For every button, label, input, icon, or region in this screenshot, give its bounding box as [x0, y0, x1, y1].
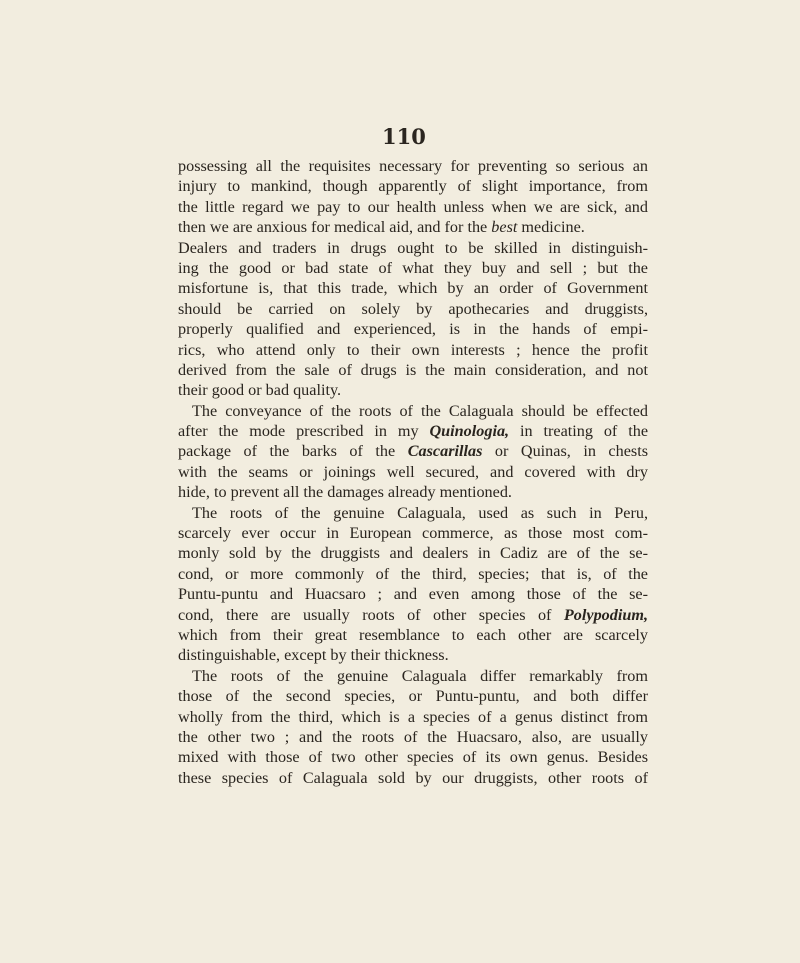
text-line: those of the second species, or Puntu-puntu, and both differ: [178, 687, 648, 706]
text-line: after the mode prescribed in my Quinologia, in treating of the: [178, 422, 649, 441]
text-line: wholly from the third, which is a species of a genus distinct from: [178, 707, 648, 726]
text-line: rics, who attend only to their own interests ; hence the profit: [178, 340, 648, 359]
book-title: Quinologia,: [429, 422, 510, 441]
page-number: 110: [382, 124, 426, 149]
text-line: the little regard we pay to our health unless when we are sick, and: [178, 197, 648, 216]
text-line: misfortune is, that this trade, which by an order of Government: [178, 279, 648, 298]
text-line: possessing all the requisites necessary for preventing so serious an: [178, 157, 648, 175]
text-line: The conveyance of the roots of the Calaguala should be effected: [192, 401, 648, 420]
text-line: should be carried on solely by apothecaries and druggists,: [178, 299, 648, 318]
text-line: their good or bad quality.: [178, 381, 342, 400]
text-line: The roots of the genuine Calaguala, used as such in Peru,: [192, 503, 648, 522]
genus-name: Polypodium,: [563, 605, 648, 624]
text-line: mixed with those of two other species of its own genus. Besides: [178, 748, 648, 767]
emphasis: best: [491, 218, 518, 237]
text-line: monly sold by the druggists and dealers in Cadiz are of the se-: [178, 544, 648, 563]
text-line: injury to mankind, though apparently of slight importance, from: [178, 177, 648, 196]
text-line: Puntu-puntu and Huacsaro ; and even among those of the se-: [178, 585, 648, 604]
text-line: scarcely ever occur in European commerce, as those most com-: [178, 524, 648, 543]
text-line: ing the good or bad state of what they buy and sell ; but the: [178, 258, 648, 277]
text-line: derived from the sale of drugs is the main consideration, and not: [178, 360, 648, 379]
text-line: distinguishable, except by their thickness.: [178, 646, 449, 665]
body-text: [178, 156, 648, 788]
text-line: with the seams or joinings well secured, and covered with dry: [178, 462, 648, 481]
text-line: then we are anxious for medical aid, and for the best medicine.: [178, 218, 585, 237]
text-line: Dealers and traders in drugs ought to be skilled in distinguish-: [178, 238, 648, 257]
text-line: which from their great resemblance to each other are scarcely: [178, 625, 648, 644]
text-line: the other two ; and the roots of the Huacsaro, also, are usually: [178, 727, 648, 746]
text-line: cond, there are usually roots of other species of Polypodium,: [178, 605, 648, 624]
emphasis: Cascarillas: [407, 442, 483, 461]
text-line: package of the barks of the Cascarillas or Quinas, in chests: [178, 442, 648, 461]
text-line: The roots of the genuine Calaguala differ remarkably from: [192, 666, 648, 685]
text-line: hide, to prevent all the damages already mentioned.: [178, 483, 512, 502]
text-line: properly qualified and experienced, is in the hands of empi-: [178, 320, 648, 339]
text-line: these species of Calaguala sold by our druggists, other roots of: [178, 768, 648, 787]
text-line: cond, or more commonly of the third, species; that is, of the: [178, 564, 648, 583]
